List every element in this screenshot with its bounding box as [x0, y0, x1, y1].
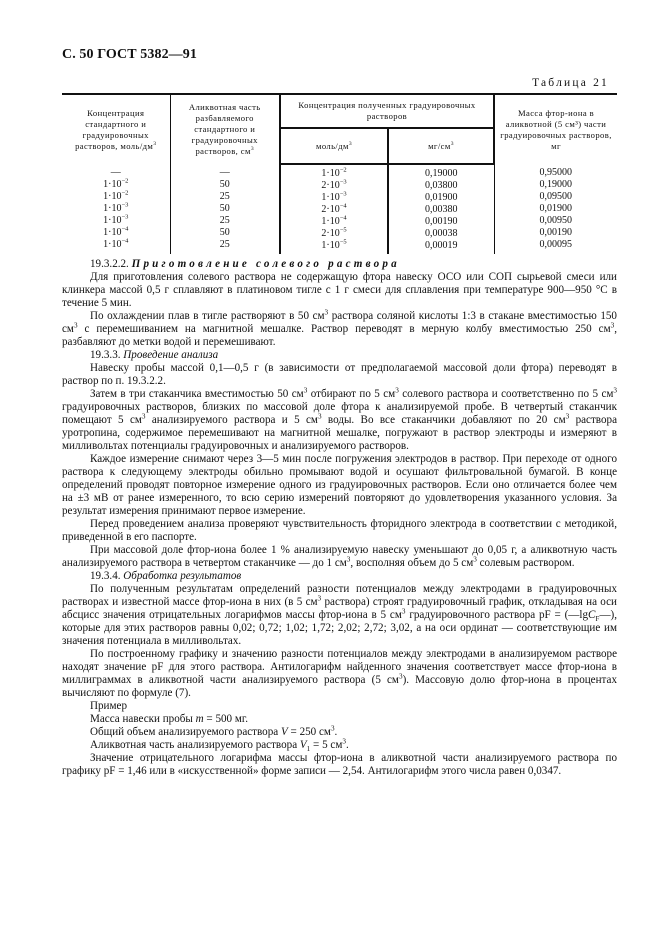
table-cell: 0,19000: [425, 168, 458, 179]
paragraph: Значение отрицательного логарифма массы фтор-иона в аликвотной части анализируемого раствора по графику pF = 1,46 или в «искусственной» форме записи — 2,54. Антилогарифм этого числа равен 0,0347.: [62, 752, 617, 777]
column-mol-per-dm3: [280, 164, 388, 254]
paragraph: При массовой доле фтор-иона более 1 % анализируемую навеску уменьшают до 0,05 г, а аликвотную часть анализируемого раствора в четвертом стаканчике — до 1 $см^3$, восполняя объем до 5 $см^3$ солевым раствором.: [62, 544, 617, 569]
paragraph: Масса навески пробы m = 500 мг.: [90, 713, 248, 725]
paragraph: По охлаждении плав в тигле растворяют в 50 $см^3$ раствора соляной кислоты 1:3 в стакане вместимостью 150 $см^3$ с перемешиванием на магнитной мешалке. Раствор переводят в мерную колбу вместимостью 250 $см^3$, разбавляют до метки водой и перемешивают.: [62, 308, 617, 348]
table-cell: 0,01900: [539, 203, 573, 214]
table-cell: 0,19000: [539, 179, 573, 190]
table-caption: Таблица 21: [532, 77, 609, 89]
header-fluoride-mass: Масса фтор-иона в аликвотной (5 см³) части градуировочных растворов, мг: [494, 94, 617, 164]
table-cell: 0,00950: [539, 215, 573, 226]
table-cell: —: [219, 167, 230, 178]
table-cell: $2\cdot 10^{-3}$: [321, 178, 347, 191]
section-heading-results: 19.3.4. Обработка результатов: [90, 570, 242, 582]
table-cell: $1\cdot 10^{-2}$: [103, 189, 129, 202]
table-cell: $1\cdot 10^{-2}$: [321, 166, 347, 179]
calibration-table: [62, 93, 617, 254]
table-cell: 0,00038: [425, 228, 458, 239]
table-cell: 50: [219, 227, 230, 238]
table-cell: 50: [219, 203, 230, 214]
table-cell: 25: [219, 215, 230, 226]
column-aliquot-volume: [170, 164, 280, 254]
table-cell: 0,95000: [539, 167, 573, 178]
table-cell: $1\cdot 10^{-3}$: [321, 190, 347, 203]
paragraph: Каждое измерение снимают через 3—5 мин после погружения электродов в раствор. При переходе от одного раствора к следующему электроды обильно промывают водой и осушают фильтровальной бумагой. В конце определений проводят повторное измерение одного из градуировочных растворов. Если оно отличается более чем на ±3 мВ от ранее измеренного, то всю серию измерений повторяют до удовлетворения указанного условия. За результат измерения принимают первое измерение.: [62, 453, 617, 517]
table-cell: 0,00019: [425, 240, 458, 251]
table-cell: 0,00095: [539, 239, 573, 250]
table-cell: $1\cdot 10^{-3}$: [103, 213, 129, 226]
table-cell: 0,01900: [425, 192, 458, 203]
page-header: С. 50 ГОСТ 5382—91: [62, 47, 197, 62]
table-cell: 0,00190: [425, 216, 458, 227]
paragraph: По построенному графику и значению разности потенциалов между электродами в анализируемом растворе находят значение pF для этого раствора. Антилогарифм найденного значения соответствует массе фтор-иона в миллиграммах в аликвотной части анализируемого раствора (5 $см^3$). Массовую долю фтор-иона в процентах вычисляют по формуле (7).: [62, 648, 618, 699]
paragraph: По полученным результатам определений разности потенциалов между электродами в градуировочных растворах и известной массе фтор-иона в них (в 5 $см^3$ раствора) строят градуировочный график, откладывая на оси абсцисс значения отрицательных логарифмов массы фтор-иона в 5 $см^3$ градуировочного раствора pF = (—lgC$_F$—), которые для этих растворов равны 0,02; 0,72; 1,02; 1,72; 2,02; 2,72; 3,02, а на оси ординат — соответствующие им значения потенциала в милливольтах.: [62, 583, 617, 647]
paragraph: Перед проведением анализа проверяют чувствительность фторидного электрода в соответствии с методикой, приведенной в его паспорте.: [62, 518, 617, 543]
column-mg-per-cm3: [388, 164, 494, 254]
paragraph: Для приготовления солевого раствора не содержащую фтора навеску ОСО или СОП сырьевой смеси или клинкера массой 0,5 г сплавляют в платиновом тигле с 1 г смеси для сплавления при температуре 900—950 °С в течение 5 мин.: [62, 271, 617, 309]
column-fluoride-mass: [494, 164, 617, 254]
table-data-block: [62, 164, 617, 254]
section-heading-analysis: 19.3.3. Проведение анализа: [90, 349, 219, 361]
section-heading-salt-solution: 19.3.2.2. Приготовление солевого раствора: [90, 258, 400, 270]
header-mol-per-dm3: моль/$дм^3$: [280, 128, 388, 164]
table-cell: 0,09500: [539, 191, 573, 202]
table-cell: $1\cdot 10^{-4}$: [321, 214, 347, 227]
paragraph: Общий объем анализируемого раствора V = 250 $см^3$.: [90, 724, 338, 738]
paragraph: Навеску пробы массой 0,1—0,5 г (в зависимости от предполагаемой массовой доли фтора) переводят в раствор по п. 19.3.2.2.: [62, 362, 617, 387]
column-standard-concentration: [62, 164, 170, 254]
table-cell: $2\cdot 10^{-5}$: [321, 226, 347, 239]
table-cell: $1\cdot 10^{-4}$: [103, 237, 129, 250]
paragraph: Затем в три стаканчика вместимостью 50 $см^3$ отбирают по 5 $см^3$ солевого раствора и соответственно по 5 $см^3$ градуировочных растворов, близких по массовой доле фтора к анализируемой пробе. В четвертый стаканчик помещают 5 $см^3$ анализируемого раствора и 5 $см^3$ воды. Во все стаканчики добавляют по 20 $см^3$ раствора уротропина, содержимое перемешивают на магнитной мешалке, погружают в раствор электроды и измеряют в милливольтах потенциалы градуировочных и анализируемого растворов.: [62, 386, 618, 452]
table-cell: $1\cdot 10^{-3}$: [103, 201, 129, 214]
table-cell: 0,00380: [425, 204, 458, 215]
table-cell: $1\cdot 10^{-5}$: [321, 238, 347, 251]
paragraph: Аликвотная часть анализируемого раствора $V_1 = 5$ $см^3$.: [90, 737, 349, 754]
table-cell: 25: [219, 191, 230, 202]
table-cell: $1\cdot 10^{-4}$: [103, 225, 129, 238]
header-standard-concentration: Концентрация стандартного и градуировочных растворов, моль/$дм^3$: [62, 94, 170, 164]
header-mg-per-cm3: $мг/см^3$: [388, 128, 494, 164]
header-aliquot-volume: Аликвотная часть разбавляемого стандартного и градуировочных растворов, $см^3$: [170, 94, 280, 164]
table-cell: 0,00190: [539, 227, 573, 238]
table-cell: 0,03800: [425, 180, 458, 191]
table-cell: 50: [219, 179, 230, 190]
table-cell: 25: [219, 239, 230, 250]
table-cell: $2\cdot 10^{-4}$: [321, 202, 347, 215]
header-obtained-concentration-group: Концентрация полученных градуировочных растворов: [280, 94, 494, 128]
body-text: [62, 258, 617, 778]
table-cell: —: [110, 167, 121, 178]
table-cell: $1\cdot 10^{-2}$: [103, 177, 129, 190]
example-label: Пример: [90, 700, 127, 712]
